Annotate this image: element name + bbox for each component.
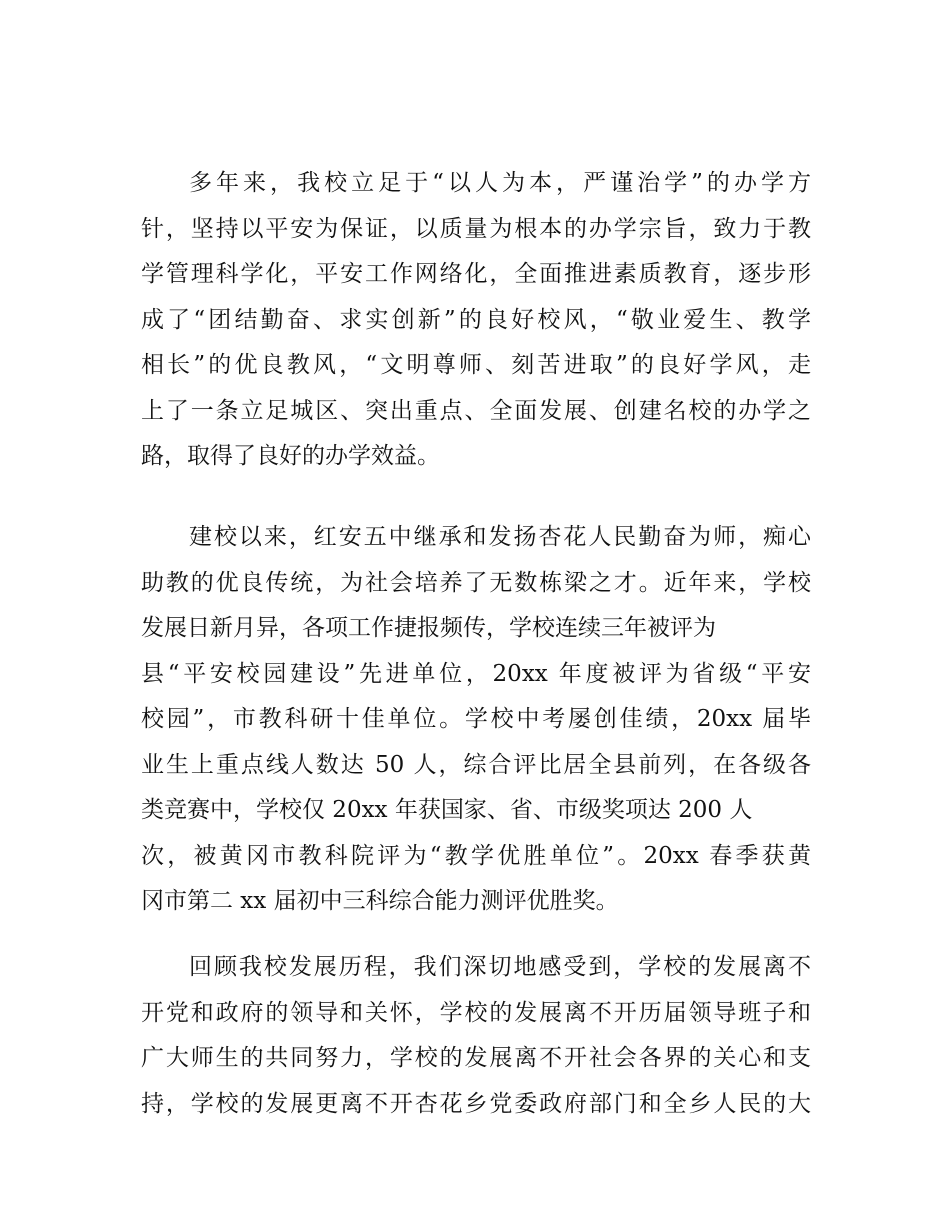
text-line: 广大师生的共同努力，学校的发展离不开社会各界的关心和支 <box>141 1045 811 1071</box>
text-line: 上了一条立足城区、突出重点、全面发展、创建名校的办学之 <box>141 397 811 424</box>
text-line: 回顾我校发展历程，我们深切地感受到，学校的发展离不 <box>189 954 811 980</box>
text-line: 针，坚持以平安为保证，以质量为根本的办学宗旨，致力于教 <box>141 215 811 242</box>
text-line: 开党和政府的领导和关怀，学校的发展离不开历届领导班子和 <box>141 999 811 1026</box>
text-line: 县“平安校园建设”先进单位，20xx 年度被评为省级“平安 <box>141 660 811 687</box>
text-line: 助教的优良传统，为社会培养了无数栋梁之才。近年来，学校 <box>141 569 811 596</box>
paragraph-school-philosophy <box>141 161 811 480</box>
text-line: 冈市第二 xx 届初中三科综合能力测评优胜奖。 <box>141 888 619 914</box>
text-line: 持，学校的发展更离不开杏花乡党委政府部门和全乡人民的大 <box>141 1090 811 1117</box>
text-line: 成了“团结勤奋、求实创新”的良好校风，“敬业爱生、教学 <box>141 306 811 333</box>
text-line: 业生上重点线人数达 50 人，综合评比居全县前列，在各级各 <box>141 751 811 778</box>
text-line: 相长”的优良教风，“文明尊师、刻苦进取”的良好学风，走 <box>141 352 811 378</box>
text-line: 发展日新月异，各项工作捷报频传，学校连续三年被评为 <box>141 615 716 641</box>
text-line: 路，取得了良好的办学效益。 <box>141 443 440 469</box>
paragraph-school-development-review <box>141 945 811 1127</box>
text-line: 多年来，我校立足于“以人为本，严谨治学”的办学方 <box>189 170 811 196</box>
text-line: 学管理科学化，平安工作网络化，全面推进素质教育，逐步形 <box>141 261 811 287</box>
text-line: 校园”，市教科研十佳单位。学校中考屡创佳绩，20xx 届毕 <box>141 706 811 732</box>
text-line: 类竞赛中，学校仅 20xx 年获国家、省、市级奖项达 200 人 <box>141 797 753 823</box>
text-line: 次，被黄冈市教科院评为“教学优胜单位”。20xx 春季获黄 <box>141 842 811 869</box>
text-line: 建校以来，红安五中继承和发扬杏花人民勤奋为师，痴心 <box>189 524 811 550</box>
paragraph-school-achievements <box>141 515 811 925</box>
